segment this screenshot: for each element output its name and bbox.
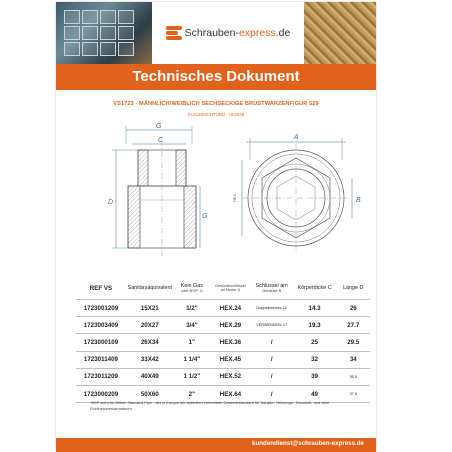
cell-hex-a: HEX.45 — [210, 351, 251, 368]
cell-equiv: 40X49 — [126, 368, 174, 385]
cell-equiv: 33X42 — [126, 351, 174, 368]
cell-hex-a: HEX.24 — [210, 300, 251, 317]
cell-hex-b: / — [251, 368, 293, 385]
header-hex-b: Schlüssel am Gehäuse B — [251, 277, 293, 300]
table-row — [76, 351, 370, 368]
dim-label-b: B — [356, 197, 361, 204]
cell-ref: 1723003409 — [76, 317, 126, 334]
cell-hex-b: / — [251, 334, 293, 351]
cell-c: 25 — [293, 334, 337, 351]
dim-label-d: D — [108, 199, 114, 206]
toolbox-photo — [56, 2, 152, 64]
cell-hex-a: HEX.64 — [210, 385, 251, 402]
product-title: VS1723 - MÄNNLICH/WEIBLICH SECHSECKIGE BRUSTWARZENFIGUR 529 — [113, 101, 319, 107]
dim-label-a: A — [294, 134, 299, 141]
cell-d: 34 — [337, 351, 370, 368]
header-gas: Kein Gas oder BSP* G — [174, 277, 210, 300]
table-row — [76, 317, 370, 334]
logo-text: Schrauben-express.de — [184, 27, 291, 39]
cell-gas: 1 1/2" — [174, 368, 210, 385]
dim-label-c: C — [158, 137, 164, 144]
cell-hex-b: Doppelfachhex 12 — [251, 300, 293, 317]
front-hex-view — [242, 138, 352, 252]
technical-drawing — [56, 120, 376, 270]
cell-gas: 1 1/4" — [174, 351, 210, 368]
cell-hex-b: / — [251, 385, 293, 402]
cell-ref: 1723001209 — [76, 300, 126, 317]
cell-ref: 1723011409 — [76, 351, 126, 368]
header-d: Länge D — [337, 277, 370, 300]
header-c: Körperdicke C — [293, 277, 337, 300]
product-subtitle: FLACHDICHTUNG - ISO228 — [187, 112, 245, 117]
table-row — [76, 334, 370, 351]
cell-c: 49 — [293, 385, 337, 402]
cell-equiv: 15X21 — [126, 300, 174, 317]
document-title: Technisches Dokument — [56, 64, 376, 90]
header-ref: REF VS — [76, 277, 126, 300]
footer-bar — [56, 438, 376, 452]
cell-d: 29.5 — [337, 334, 370, 351]
cell-d: 27.7 — [337, 317, 370, 334]
document-page — [56, 2, 376, 452]
cell-d: 37,5 — [337, 385, 370, 402]
cell-c: 39 — [293, 368, 337, 385]
header-equiv: Sanitärsäquivalent — [126, 277, 174, 300]
dim-label-g-top: G — [156, 123, 162, 130]
cell-c: 19.3 — [293, 317, 337, 334]
cell-ref: 1723000109 — [76, 334, 126, 351]
table-row — [76, 368, 370, 385]
cell-equiv: 20X27 — [126, 317, 174, 334]
footer-email-link[interactable]: kundendienst@schrauben-express.de — [252, 440, 364, 447]
side-section-view — [112, 126, 196, 258]
cell-hex-b: VERWENDEN: 17 — [251, 317, 293, 334]
dimensions-table — [76, 277, 370, 403]
cell-equiv: 26X34 — [126, 334, 174, 351]
cell-c: 32 — [293, 351, 337, 368]
cell-hex-a: HEX.36 — [210, 334, 251, 351]
cell-gas: 3/4" — [174, 317, 210, 334]
logo[interactable] — [152, 2, 304, 64]
bsp-footnote: *BSP steht für British Standard Pipe - der in Europa am weitesten verbreitete Gewindestandard für Sanitär-, Heizungs-, Druckluft- und viele Fluidnetzwerkarmaturen. — [90, 400, 330, 411]
cell-equiv: 50X60 — [126, 385, 174, 402]
logo-icon — [166, 25, 182, 41]
cell-gas: 1/2" — [174, 300, 210, 317]
cell-gas: 1" — [174, 334, 210, 351]
dim-label-hex: HEX — [232, 193, 237, 202]
cell-d: 26 — [337, 300, 370, 317]
screws-photo — [304, 2, 376, 64]
cell-c: 14.3 — [293, 300, 337, 317]
table-row — [76, 300, 370, 317]
cell-hex-b: / — [251, 351, 293, 368]
cell-ref: 1723011209 — [76, 368, 126, 385]
dim-label-g-side: G — [202, 213, 208, 220]
cell-ref: 1723000209 — [76, 385, 126, 402]
cell-hex-a: HEX.29 — [210, 317, 251, 334]
header-hex-a: Gewindeschlüssel an Mutter A — [210, 277, 251, 300]
cell-d: 35,5 — [337, 368, 370, 385]
header-banner — [56, 2, 376, 64]
cell-gas: 2" — [174, 385, 210, 402]
table-header-row — [76, 277, 370, 300]
cell-hex-a: HEX.52 — [210, 368, 251, 385]
